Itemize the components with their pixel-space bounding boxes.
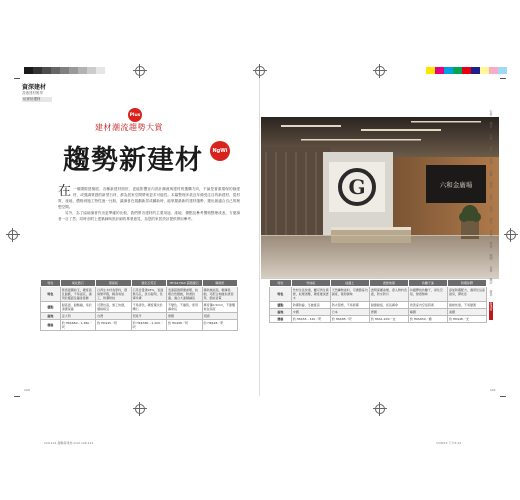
file-slug: 120-121 趨勢新建材.indd 120-121 (44, 441, 94, 445)
comparison-table-left (40, 279, 238, 331)
column-header: 氧化鋯石 (60, 280, 95, 287)
sidebar-category: 衛浴 (489, 278, 493, 284)
table-row (270, 302, 487, 309)
section-tag: 玩家好建材 (22, 97, 52, 102)
table-cell: 約 HK$45／呎 (96, 320, 131, 331)
table-cell: 西班牙 (131, 313, 166, 320)
table-cell: 防火阻燃，不易發霉 (330, 302, 369, 309)
row-label: 價格 (41, 320, 61, 331)
table-cell: 美國 (447, 309, 486, 316)
table-cell: 改善室內空氣質素 (408, 302, 447, 309)
table-cell: 約 HK$1,200／支 (369, 316, 408, 323)
category-sidebar (489, 110, 499, 321)
table-row (41, 302, 238, 313)
sidebar-category: 科技 (489, 242, 493, 248)
row-label: 產地 (270, 309, 292, 316)
table-cell: 日本 (330, 309, 369, 316)
table-cell: 石英含量達93%，表面無毛孔，抗污耐用，色澤多樣 (131, 287, 166, 302)
row-label: 特色 (41, 287, 61, 302)
column-header: 環保板 (96, 280, 131, 287)
plus-badge: Plus (128, 108, 142, 122)
table-cell: 竹材生長快速，屬可再生資源，紋理清雅，硬度媲美實木 (292, 288, 329, 300)
drop-cap: 在 (58, 184, 72, 199)
table-cell: 厚度僅0.5mm，不影響地台高度 (202, 302, 238, 313)
table-row (41, 320, 238, 331)
article-kicker: 建材潮流趨勢大賞 (95, 123, 163, 132)
spread-gutter (259, 78, 260, 396)
page-number-left: 120 (24, 388, 30, 392)
registration-mark-top-left (133, 64, 147, 78)
registration-mark-bottom-left (133, 402, 147, 416)
table-cell: 以再生木材為原料，環保無甲醛，輕身易加工，防潮防蛀 (96, 287, 131, 302)
table-cell: 表面超微研磨處理，紋理自然細緻，防滑抗菌，適合大面積鋪設 (167, 287, 202, 302)
table-row (270, 309, 487, 316)
crop-mark (500, 78, 506, 79)
table-cell: 質感溫潤如玉，硬度高且耐磨，不易刮花，適用於檯面及牆身裝飾 (60, 287, 95, 302)
table-row (41, 313, 238, 320)
sidebar-category: 廚具 (489, 290, 493, 296)
table-row (270, 287, 487, 302)
column-header: 硅藻土 (330, 280, 369, 287)
table-cell: 持續釋放負離子，淨化空氣，無毒無味 (408, 287, 447, 302)
comparison-table-right (269, 279, 487, 323)
column-header: 特性 (270, 280, 292, 287)
row-label: 優點 (270, 302, 292, 309)
table-cell: 不易滲色，硬度僅次於鑽石 (131, 302, 166, 313)
row-label: 產地 (41, 313, 61, 320)
sidebar-category: 玻璃 (489, 158, 493, 164)
column-header: 防霉矽膠 (447, 280, 486, 287)
table-cell: 中國 (291, 309, 330, 316)
sidebar-category: 照明 (489, 254, 493, 260)
table-cell: 台灣 (96, 313, 131, 320)
page-number-right: 121 (490, 388, 496, 392)
table-cell: 導熱效能高，輕薄柔韌，可配合地暖系統使用，節能省電 (202, 287, 238, 302)
table-cell: 德國 (167, 313, 202, 320)
registration-mark-top-center (253, 64, 267, 78)
column-header: 負離子漆 (408, 280, 447, 287)
sidebar-category: 木材 (489, 134, 493, 140)
article-intro (58, 186, 240, 222)
intro-paragraph-1: 一個國際建築展、各種新建材面世，更能影響室內設計潮流與建材的選購方向，不論是著重環保的綠建材、或強調質感的新型石材，都為居家空間帶來更多可能性。本篇整理多款近年備受注目的新建材，從材質、產地、價格到施工特性逐一比較，讓讀者在規劃新居或翻新時，能掌握最新的建材趨勢，選出最適合自己的理想空間。 (58, 187, 240, 209)
sidebar-category: 新建材 (489, 302, 493, 320)
building-logo: G (348, 175, 366, 199)
table-cell: 約 HK$48／支 (447, 316, 486, 323)
column-header: HT-S4 HGC 超微磨石 (167, 280, 202, 287)
intro-paragraph-2: 另外，為了協助讀者作出更準確的比較，我們將各建材的主要用途、產地、優點及參考價格整理成表，方便讀者一目了然；同時亦附上建築師與設計師的專業意見，為您的家居設計提供實用參考。 (58, 211, 240, 221)
table-cell: 不變色、不龜裂，使用壽命長 (167, 302, 202, 313)
crop-mark (500, 396, 506, 397)
table-cell: 約 HK$85／呎 (330, 316, 369, 323)
row-label: 優點 (41, 302, 61, 313)
table-cell: 約 HK$650／桶 (408, 316, 447, 323)
row-label: 價格 (270, 316, 292, 323)
print-timestamp: 13/8/12 下午5:22 (436, 441, 462, 445)
grayscale-color-bar (24, 67, 105, 74)
sidebar-category: 磚材 (489, 122, 493, 128)
registration-mark-top-right (373, 64, 387, 78)
column-header: 液態玻璃 (369, 280, 408, 287)
lobby-photo-illustration (261, 117, 499, 279)
sidebar-category: 五金 (489, 266, 493, 272)
cmyk-color-bar (426, 67, 507, 74)
sidebar-category: 布料 (489, 194, 493, 200)
section-header (22, 84, 52, 102)
table-row (41, 287, 238, 302)
row-label: 特色 (270, 287, 292, 302)
column-header: 導熱紙 (202, 280, 238, 287)
table-cell: 耐磨耐刮，延長壽命 (369, 302, 408, 309)
table-cell: 耐候性強，不易變黃 (447, 302, 486, 309)
table-cell: 意大利 (60, 313, 95, 320)
section-title: 資深建材 (22, 84, 47, 91)
sidebar-category: 塑料 (489, 218, 493, 224)
sidebar-category: 膠材 (489, 182, 493, 188)
table-cell: 英國 (202, 313, 238, 320)
table-cell: 透明保護塗層，滲入物料表面，防水防污 (369, 287, 408, 302)
crop-mark (14, 396, 20, 397)
column-header: 強化石英石 (131, 280, 166, 287)
column-header: 特性 (41, 280, 61, 287)
sidebar-category: 金屬 (489, 170, 493, 176)
table-cell: 韓國 (408, 309, 447, 316)
registration-mark-bottom-right (373, 402, 387, 416)
lobby-photo (261, 117, 499, 279)
table-cell: 添加防霉配方，適用於浴室廚房，彈性佳 (447, 287, 486, 302)
table-cell: 德國 (369, 309, 408, 316)
article-title: 趨勢新建材 (63, 145, 203, 176)
sidebar-category: 漆料 (489, 146, 493, 152)
sidebar-category: 紙材 (489, 206, 493, 212)
table-cell: 約 HK$55－120／呎 (291, 316, 330, 323)
table-row (270, 316, 487, 323)
section-subtitle: 香港建材報導 (22, 91, 43, 95)
sidebar-category: 環保 (489, 230, 493, 236)
table-cell: 約 HK$680－1,380／呎 (60, 320, 95, 331)
sidebar-category: 石材 (489, 110, 493, 116)
table-cell: 約 HK$380－1,200／呎 (131, 320, 166, 331)
column-header: 竹地板 (291, 280, 330, 287)
table-cell: 約 HK$98／呎 (167, 320, 202, 331)
table-cell: 約 HK$28／呎 (202, 320, 238, 331)
table-cell: 防潮防蟲，冬暖夏涼 (291, 302, 330, 309)
crop-mark (14, 78, 20, 79)
table-cell: 可塑性高，施工快捷，價格相宜 (96, 302, 131, 313)
author-badge: NgWi (210, 141, 230, 161)
registration-mark-right (504, 228, 518, 242)
registration-mark-left (6, 228, 20, 242)
building-sign: 六和金廣場 (439, 181, 473, 189)
table-cell: 天然礦物塗料，可調節室內濕度，吸附異味 (330, 287, 369, 302)
table-cell: 耐高溫、耐酸鹼，易於清潔保養 (60, 302, 95, 313)
